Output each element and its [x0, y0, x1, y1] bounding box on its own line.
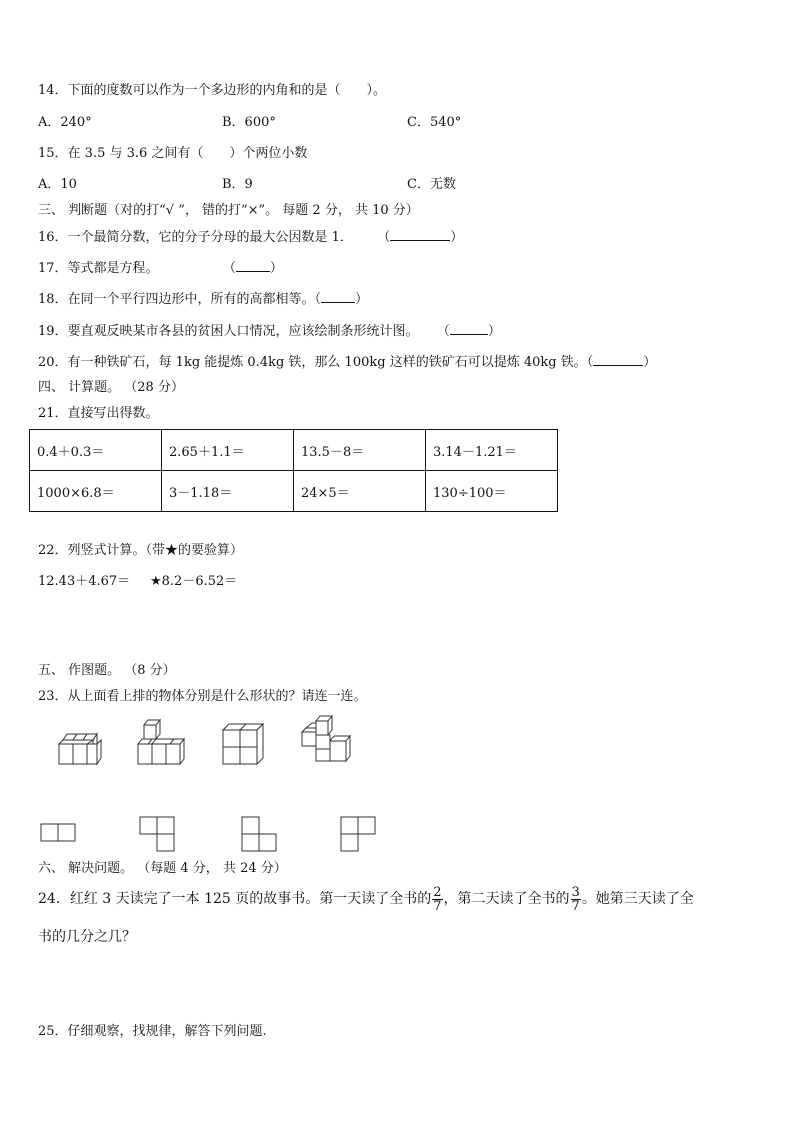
q18-paren-open: （	[314, 292, 322, 307]
table-cell: 1000×6.8＝	[30, 471, 162, 512]
top-view-shape-3[interactable]	[241, 816, 279, 852]
q19-paren-close: ）	[487, 324, 501, 339]
frac1-numerator: 2	[433, 884, 442, 900]
q16-line	[38, 228, 463, 247]
q16-answer-blank[interactable]	[390, 228, 450, 241]
table-cell: 24×5＝	[294, 471, 426, 512]
top-view-shape-4[interactable]	[340, 816, 378, 852]
frac2-numerator: 3	[571, 884, 580, 900]
q24-line2: 书的几分之几？	[38, 929, 136, 945]
q16-paren-open: （	[377, 230, 391, 245]
q20-answer-blank[interactable]	[593, 353, 643, 366]
frac2-denominator: 7	[571, 898, 580, 914]
q18-text: 18．在同一个平行四边形中，所有的高都相等。	[38, 292, 315, 307]
q15-text: 15．在 3.5 与 3.6 之间有（ ）个两位小数	[38, 146, 308, 161]
section4-title: 四、 计算题。 （28 分）	[38, 380, 184, 395]
q19-line	[38, 322, 501, 341]
q24-part1: 24．红红 3 天读完了一本 125 页的故事书。第一天读了全书的	[38, 891, 432, 907]
section6-title: 六、 解决问题。 （每题 4 分， 共 24 分）	[38, 861, 287, 876]
table-cell: 3－1.18＝	[162, 471, 294, 512]
q19-text: 19．要直观反映某市各县的贫困人口情况，应该绘制条形统计图。	[38, 324, 419, 339]
top-view-shape-2[interactable]	[139, 816, 177, 852]
q17-answer-blank[interactable]	[236, 259, 270, 272]
q16-paren-close: ）	[450, 230, 464, 245]
q18-paren-close: ）	[355, 292, 369, 307]
q22-item-1: 12.43＋4.67＝	[38, 574, 131, 589]
section3-title: 三、 判断题（对的打“√ ”， 错的打“×”。 每题 2 分， 共 10 分）	[38, 203, 419, 218]
table-row	[30, 471, 558, 512]
table-cell: 0.4＋0.3＝	[30, 430, 162, 471]
q25-text: 25．仔细观察，找规律，解答下列问题.	[38, 1024, 267, 1039]
q19-answer-blank[interactable]	[450, 322, 488, 335]
table-cell: 3.14－1.21＝	[426, 430, 558, 471]
q17-line	[38, 259, 283, 278]
top-view-shape-1[interactable]	[40, 823, 76, 843]
q23-text: 23．从上面看上排的物体分别是什么形状的？请连一连。	[38, 689, 367, 704]
table-row	[30, 430, 558, 471]
table-cell: 130÷100＝	[426, 471, 558, 512]
cube-figure-1[interactable]	[57, 730, 105, 768]
q14-option-b: B．600°	[222, 115, 276, 130]
fraction-three-sevenths	[571, 886, 581, 913]
mental-calc-table	[29, 429, 558, 512]
q15-option-a: A．10	[38, 177, 77, 192]
section5-title: 五、 作图题。 （8 分）	[38, 663, 176, 678]
q14-option-c: C．540°	[407, 115, 462, 130]
q20-line	[38, 353, 656, 372]
q18-answer-blank[interactable]	[321, 290, 355, 303]
q24-line1	[38, 884, 694, 914]
q17-text: 17．等式都是方程。	[38, 261, 159, 276]
q20-paren-close: ）	[643, 355, 657, 370]
q22-item-2: ★8.2－6.52＝	[150, 574, 238, 589]
cube-figure-3[interactable]	[219, 722, 267, 766]
q24-part2: ，第二天读了全书的	[443, 891, 570, 907]
cube-figure-2[interactable]	[134, 718, 188, 770]
q17-paren-open: （	[222, 261, 236, 276]
q24-part3: 。她第三天读了全	[581, 891, 694, 907]
q16-text: 16．一个最简分数，它的分子分母的最大公因数是 1．	[38, 230, 353, 245]
q21-text: 21．直接写出得数。	[38, 406, 159, 421]
table-cell: 2.65＋1.1＝	[162, 430, 294, 471]
q18-line	[38, 290, 368, 309]
q20-paren-open: （	[586, 355, 594, 370]
q17-paren-close: ）	[269, 261, 283, 276]
q20-text: 20．有一种铁矿石，每 1kg 能提炼 0.4kg 铁，那么 100kg 这样的铁矿石可以提炼 40kg 铁。	[38, 355, 587, 370]
q15-option-b: B．9	[222, 177, 253, 192]
q15-option-c: C．无数	[407, 177, 456, 192]
q14-text: 14．下面的度数可以作为一个多边形的内角和的是（ ）。	[38, 83, 387, 98]
frac1-denominator: 7	[433, 898, 442, 914]
cube-figure-4[interactable]	[298, 714, 354, 768]
q14-option-a: A．240°	[38, 115, 92, 130]
table-cell: 13.5－8＝	[294, 430, 426, 471]
fraction-two-sevenths	[432, 886, 442, 913]
q22-text: 22．列竖式计算。（带★的要验算）	[38, 543, 244, 558]
q19-paren-open: （	[436, 324, 450, 339]
